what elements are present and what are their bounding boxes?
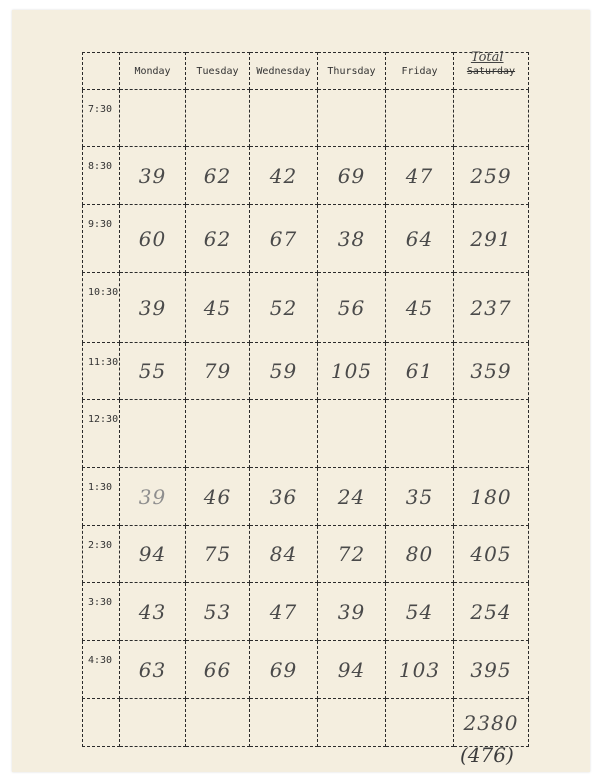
handwritten-value: 94: [138, 542, 167, 566]
table-row: [83, 526, 529, 583]
table-cell: [120, 583, 186, 641]
handwritten-value: 52: [269, 295, 298, 320]
handwritten-value: 69: [337, 163, 366, 188]
table-cell: [250, 583, 318, 641]
table-cell: [318, 90, 386, 147]
table-cell: [250, 90, 318, 147]
table-cell: [250, 147, 318, 205]
handwritten-value: 237: [470, 295, 512, 320]
table-cell: [386, 583, 454, 641]
table-cell: [386, 343, 454, 400]
table-cell: [250, 205, 318, 273]
handwritten-value: 359: [470, 359, 512, 383]
table-cell: [120, 699, 186, 747]
header-thursday: Thursday: [318, 53, 386, 90]
handwritten-value: 103: [398, 657, 441, 682]
time-label: 8:30: [83, 147, 120, 205]
table-cell: [386, 468, 454, 526]
handwritten-value: 24: [337, 484, 366, 509]
table-cell: [318, 205, 386, 273]
table-row: [83, 400, 529, 468]
table-cell: [318, 468, 386, 526]
time-label: 2:30: [83, 526, 120, 583]
handwritten-value: 39: [138, 163, 167, 188]
handwritten-value: 75: [203, 542, 232, 566]
handwritten-value: 72: [337, 542, 366, 566]
handwritten-value: 63: [138, 657, 167, 682]
table-cell: [250, 468, 318, 526]
table-row: [83, 90, 529, 147]
table-cell: [186, 343, 250, 400]
table-cell: [454, 90, 529, 147]
table-cell: [250, 273, 318, 343]
table-cell: [454, 699, 529, 747]
handwritten-value: 39: [138, 295, 167, 320]
header-row: [83, 53, 529, 90]
handwritten-value: 2380: [463, 710, 519, 735]
table-row: [83, 273, 529, 343]
table-cell: [318, 699, 386, 747]
table-cell: [386, 273, 454, 343]
table-cell: [454, 205, 529, 273]
time-label: 11:30: [83, 343, 120, 400]
table-cell: [186, 526, 250, 583]
time-label: 4:30: [83, 641, 120, 699]
table-cell: [120, 468, 186, 526]
table-cell: [386, 699, 454, 747]
table-cell: [454, 526, 529, 583]
table-cell: [454, 468, 529, 526]
handwritten-value: 55: [138, 359, 167, 383]
handwritten-value: 62: [203, 226, 232, 251]
header-saturday-total: [454, 49, 529, 90]
handwritten-value: 45: [203, 295, 232, 320]
handwritten-value: 62: [203, 163, 232, 188]
table-row: [83, 699, 529, 747]
table-cell: [386, 400, 454, 468]
time-label: 9:30: [83, 205, 120, 273]
handwritten-value: 67: [269, 226, 298, 251]
table-cell: [386, 526, 454, 583]
time-label: 3:30: [83, 583, 120, 641]
table-row: [83, 343, 529, 400]
table-cell: [318, 400, 386, 468]
table-cell: [120, 641, 186, 699]
table-cell: [186, 699, 250, 747]
table-row: [83, 205, 529, 273]
handwritten-value: 61: [405, 359, 434, 383]
handwritten-value: 259: [470, 163, 512, 188]
table-cell: [250, 343, 318, 400]
header-corner: [83, 53, 120, 90]
handwritten-value: 43: [138, 599, 167, 624]
table-cell: [454, 400, 529, 468]
table-cell: [186, 205, 250, 273]
handwritten-value: 69: [269, 657, 298, 682]
time-label: 7:30: [83, 90, 120, 147]
table-cell: [318, 147, 386, 205]
handwritten-value: 45: [405, 295, 434, 320]
handwritten-value: 36: [269, 484, 298, 509]
time-label: [83, 699, 120, 747]
handwritten-value: 47: [405, 163, 434, 188]
table-cell: [318, 273, 386, 343]
handwritten-value: 35: [405, 484, 434, 509]
handwritten-value: 80: [405, 542, 434, 566]
total-handwritten-label: Total: [470, 49, 504, 65]
table-cell: [454, 641, 529, 699]
handwritten-value: 53: [203, 599, 232, 624]
time-label: 12:30: [83, 400, 120, 468]
table-cell: [386, 205, 454, 273]
table-cell: [386, 641, 454, 699]
table-cell: [454, 343, 529, 400]
table-cell: [186, 90, 250, 147]
header-monday: Monday: [120, 53, 186, 90]
table-cell: [318, 526, 386, 583]
header-wednesday: Wednesday: [250, 53, 318, 90]
table-cell: [318, 583, 386, 641]
table-cell: [186, 400, 250, 468]
table-cell: [386, 90, 454, 147]
document-page: [12, 10, 590, 772]
table-cell: [120, 400, 186, 468]
table-cell: [318, 343, 386, 400]
table-row: [83, 147, 529, 205]
table-cell: [250, 526, 318, 583]
handwritten-value: 180: [470, 484, 512, 509]
handwritten-value: 405: [470, 542, 512, 566]
handwritten-value: 395: [470, 657, 512, 682]
handwritten-value: 105: [330, 359, 373, 383]
handwritten-value: 39: [138, 484, 167, 509]
table-cell: [120, 273, 186, 343]
handwritten-value: 84: [269, 542, 298, 566]
table-row: [83, 468, 529, 526]
header-tuesday: Tuesday: [186, 53, 250, 90]
saturday-struck-label: Saturday: [466, 65, 516, 77]
handwritten-value: 38: [337, 226, 366, 251]
table-row: [83, 641, 529, 699]
handwritten-value: 59: [269, 359, 298, 383]
table-cell: [120, 343, 186, 400]
time-label: 1:30: [83, 468, 120, 526]
handwritten-value: 66: [203, 657, 232, 682]
table-cell: [250, 400, 318, 468]
handwritten-value: 42: [269, 163, 298, 188]
table-cell: [386, 147, 454, 205]
table-cell: [186, 583, 250, 641]
table-cell: [250, 641, 318, 699]
table-cell: [186, 147, 250, 205]
table-cell: [120, 526, 186, 583]
table-cell: [120, 90, 186, 147]
table-cell: [454, 583, 529, 641]
time-label: 10:30: [83, 273, 120, 343]
table-cell: [186, 468, 250, 526]
table-cell: [186, 641, 250, 699]
table-cell: [186, 273, 250, 343]
table-cell: [120, 205, 186, 273]
table-cell: [454, 273, 529, 343]
handwritten-value: 64: [405, 226, 434, 251]
schedule-table: [82, 49, 529, 747]
table-cell: [250, 699, 318, 747]
handwritten-value: 291: [470, 226, 512, 251]
handwritten-value: 94: [337, 657, 366, 682]
table-cell: [318, 641, 386, 699]
handwritten-value: 47: [269, 599, 298, 624]
header-friday: Friday: [386, 53, 454, 90]
handwritten-value: 79: [203, 359, 232, 383]
handwritten-value: 39: [337, 599, 366, 624]
table-row: [83, 583, 529, 641]
handwritten-value: 254: [470, 599, 512, 624]
handwritten-value: 60: [138, 226, 167, 251]
catalog-number: (476): [460, 743, 514, 767]
handwritten-value: 56: [337, 295, 366, 320]
table-cell: [120, 147, 186, 205]
table-cell: [454, 147, 529, 205]
handwritten-value: 54: [405, 599, 434, 624]
handwritten-value: 46: [203, 484, 232, 509]
